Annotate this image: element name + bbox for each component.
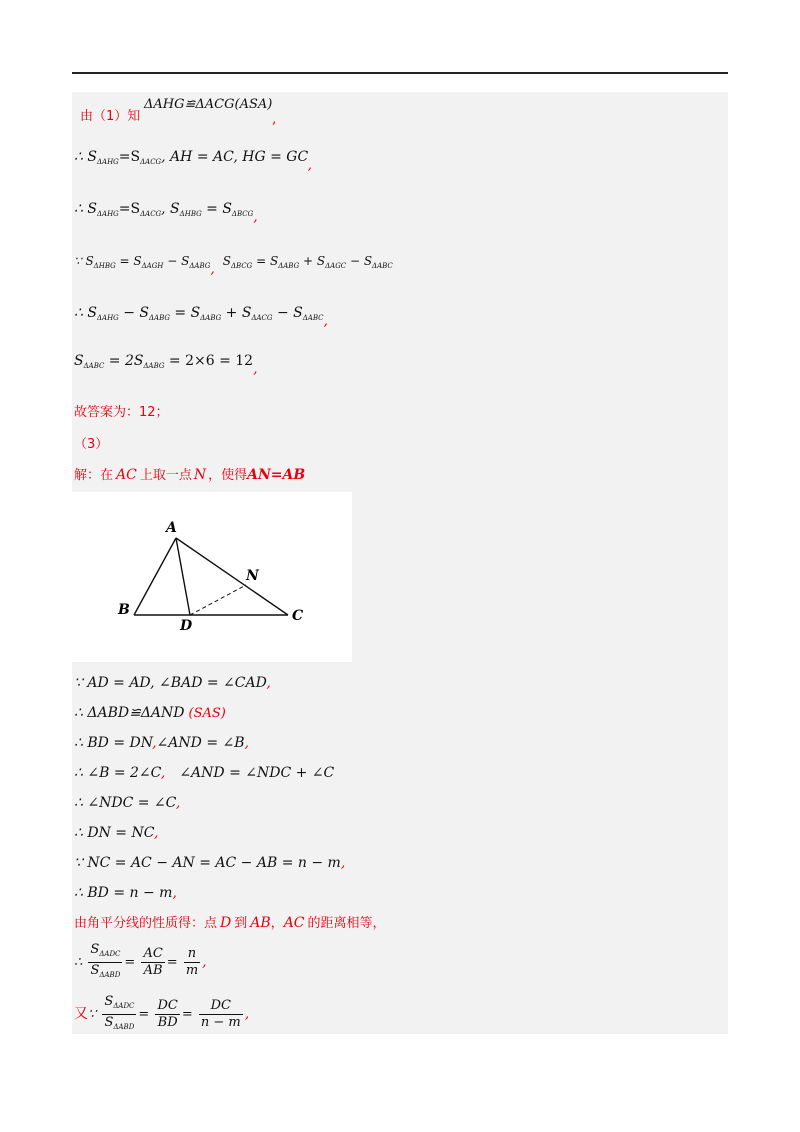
step-4 — [74, 764, 334, 782]
subscript: ΔABG — [189, 262, 211, 270]
because-symbol: ∵ — [88, 1007, 97, 1022]
area-ratio — [102, 994, 136, 1035]
segment-ac: AC — [116, 467, 137, 483]
segment-ac — [176, 538, 288, 615]
s: S — [104, 994, 114, 1009]
step-7 — [74, 854, 345, 872]
from-part-1-label: 由（1）知 — [80, 109, 141, 124]
comma: , — [152, 735, 157, 751]
step-6 — [74, 824, 158, 842]
dc-over-bd — [155, 998, 179, 1031]
subscript: ΔAHG — [96, 158, 119, 166]
comma: , — [244, 1006, 250, 1022]
subscript: ΔABG — [200, 314, 222, 322]
segment-dn — [190, 585, 246, 615]
therefore-s: ∴ S — [74, 149, 97, 165]
comma: , — [202, 954, 207, 970]
subscript: ΔACG — [140, 210, 162, 218]
triangle-diagram — [72, 492, 352, 662]
step-text: ∴ BD = DN — [74, 735, 153, 751]
sas-reason: (SAS) — [188, 706, 226, 721]
statement-2 — [74, 148, 312, 171]
comma: , — [340, 855, 346, 871]
subscript: ΔACG — [140, 158, 162, 166]
segment-ad — [176, 538, 190, 615]
subscript: ΔHBG — [179, 210, 202, 218]
comma: , — [323, 313, 328, 329]
bisector-property — [74, 914, 386, 933]
s: S — [222, 254, 231, 268]
s: S — [90, 942, 100, 957]
step-text: ∴ DN = NC — [74, 825, 154, 841]
property-text: 的距离相等， — [307, 916, 386, 931]
property-text: ， — [270, 916, 284, 931]
comma: , — [244, 735, 249, 751]
intro-text: 上取一点 — [139, 468, 192, 483]
ratio-equation-1: ∴ $\frac{S_{\Delta ADC}}{S_{\Delta ABD}}$ = $\frac{AC}{AB}$ = $\frac{n}{m}$ , — [74, 942, 207, 983]
denominator: AB — [143, 963, 163, 978]
subscript: ΔHBG — [93, 262, 116, 270]
subscript: ΔADC — [113, 1002, 135, 1010]
label-b: B — [118, 602, 130, 618]
result: = 2×6 = 12 — [164, 353, 254, 369]
plus-s: + S — [221, 305, 252, 321]
equals-s: = S — [252, 254, 279, 268]
comma: , — [253, 361, 258, 377]
denominator: n − m — [200, 1015, 241, 1030]
label-d: D — [180, 618, 193, 634]
point-n: N — [193, 467, 207, 483]
comma: , — [307, 157, 313, 173]
plus-s: + S — [299, 254, 326, 268]
label-n: N — [246, 568, 259, 584]
part-3-label: （3） — [74, 437, 109, 452]
step-3 — [74, 734, 249, 752]
area-ratio — [88, 942, 122, 983]
property-text: 由角平分线的性质得：点 — [74, 916, 218, 931]
comma: , — [153, 825, 159, 841]
comma: , — [210, 261, 215, 277]
subscript: ΔAHG — [96, 314, 119, 322]
intro-text: 解：在 — [74, 468, 114, 483]
step-text: ∴ BD = n − m — [74, 885, 173, 901]
intro-text: ，使得 — [208, 468, 248, 483]
subscript: ΔABC — [302, 314, 324, 322]
equals-s: = S — [115, 254, 142, 268]
comma: , — [266, 675, 271, 691]
denominator: m — [185, 963, 199, 978]
step-5 — [74, 794, 180, 812]
subscript: ΔAGH — [141, 262, 164, 270]
step-1 — [74, 674, 271, 692]
step-2 — [74, 704, 226, 723]
step-text: ∴ ∠B = 2∠C — [74, 765, 161, 781]
minus-s: − S — [163, 254, 190, 268]
subscript: ΔBCG — [231, 262, 253, 270]
because-s: ∵ S — [74, 254, 94, 268]
comma: , — [172, 885, 177, 901]
subscript: ΔABC — [372, 262, 393, 270]
minus-s: − S — [118, 305, 149, 321]
subscript: ΔABG — [278, 262, 300, 270]
solution-intro — [74, 466, 305, 485]
s: S — [104, 1015, 114, 1030]
step-text: ∵ NC = AC − AN = AC − AB = n − m — [74, 855, 341, 871]
therefore-s: ∴ S — [74, 305, 97, 321]
dc-over-n-minus-m — [199, 998, 243, 1031]
comma: , — [175, 795, 181, 811]
subscript: ΔABC — [83, 362, 105, 370]
ratio-equation-2: 又∵ $\frac{S_{\Delta ADC}}{S_{\Delta ABD}}$ = $\frac{DC}{BD}$ = $\frac{DC}{n - m}$ , — [74, 994, 249, 1035]
equalities: , AH = AC, HG = GC — [161, 149, 308, 165]
side-ratio — [141, 946, 164, 979]
point-d: D — [220, 915, 232, 931]
congruence-formula: ΔAHG≌ΔACG(ASA) — [144, 97, 273, 112]
equals-s: = S — [201, 201, 232, 217]
numerator: AC — [143, 946, 163, 961]
step-text: ∠AND = ∠B — [156, 735, 245, 751]
comma: , — [160, 765, 166, 781]
step-text: ∠AND = ∠NDC + ∠C — [179, 765, 335, 781]
label-a: A — [166, 520, 177, 536]
therefore-s: ∴ S — [74, 201, 97, 217]
denominator: BD — [157, 1015, 178, 1030]
comma: , — [253, 209, 258, 225]
subscript: ΔABD — [113, 1023, 135, 1031]
subscript: ΔACG — [251, 314, 273, 322]
step-text: ∴ ΔABD≌ΔAND — [74, 705, 185, 721]
numerator: n — [184, 946, 200, 963]
equals-s: = S — [169, 305, 201, 321]
statement-6 — [74, 352, 258, 375]
subscript: ΔABD — [99, 971, 121, 979]
segment-ac: AC — [283, 915, 305, 931]
property-text: 到 — [234, 916, 248, 931]
step-text: ∵ AD = AD, ∠BAD = ∠CAD — [74, 675, 267, 691]
step-text: ∴ ∠NDC = ∠C — [74, 795, 176, 811]
therefore-symbol: ∴ — [74, 955, 83, 970]
comma: , — [272, 111, 277, 127]
subscript: ΔADC — [99, 950, 121, 958]
segment-ab: AB — [250, 915, 271, 931]
answer-line: 故答案为：12； — [74, 405, 169, 420]
n-over-m — [184, 946, 200, 979]
an-equals-ab: AN=AB — [247, 467, 306, 483]
numerator: DC — [157, 998, 178, 1013]
label-c: C — [292, 608, 304, 624]
equals-s: =S — [118, 201, 141, 217]
statement-3 — [74, 200, 258, 223]
minus-s: − S — [346, 254, 373, 268]
comma-s: , S — [161, 201, 180, 217]
minus-s: − S — [272, 305, 303, 321]
segment-ab — [134, 538, 176, 615]
equals-s: =S — [118, 149, 141, 165]
numerator: DC — [199, 998, 243, 1015]
header-rule — [72, 72, 728, 74]
subscript: ΔABG — [143, 362, 165, 370]
also-label: 又 — [74, 1006, 88, 1022]
subscript: ΔAHG — [96, 210, 119, 218]
subscript: ΔBCG — [231, 210, 254, 218]
statement-5 — [74, 304, 328, 327]
subscript: ΔAGC — [325, 262, 347, 270]
equals-2s: = 2S — [104, 353, 144, 369]
statement-4 — [74, 252, 393, 275]
s: S — [90, 963, 100, 978]
subscript: ΔABG — [149, 314, 170, 322]
s: S — [74, 353, 84, 369]
triangle-figure — [72, 492, 352, 662]
step-8 — [74, 884, 177, 902]
